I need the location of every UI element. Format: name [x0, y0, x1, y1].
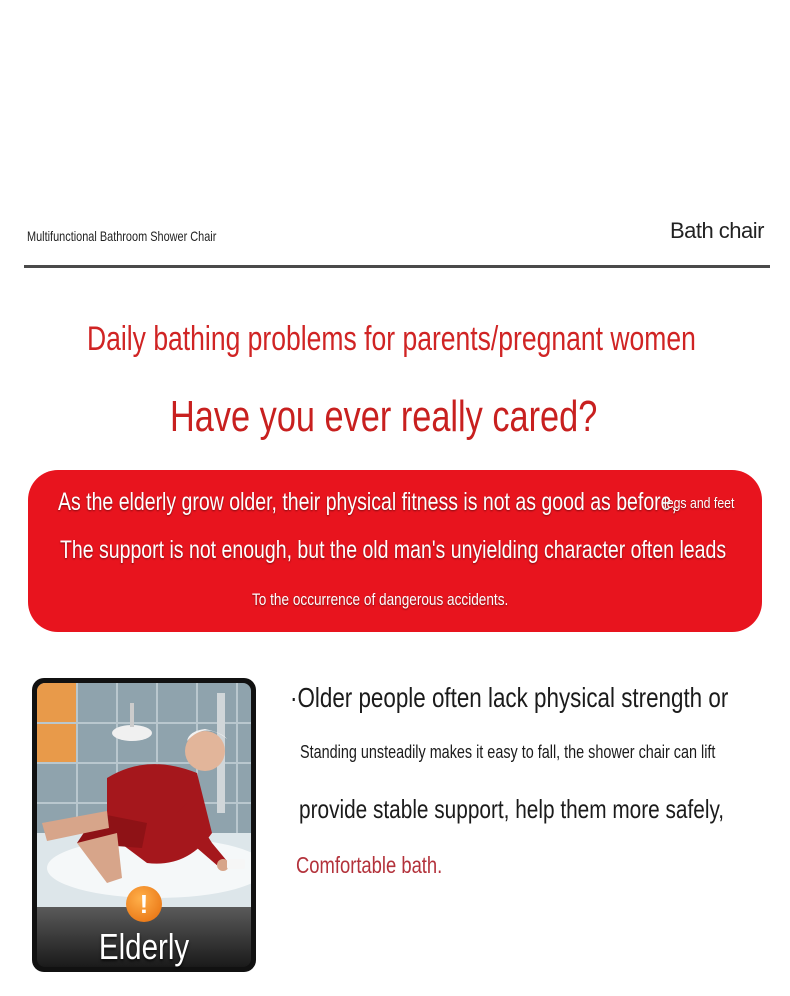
header-divider	[24, 265, 770, 268]
description-line-1: ·Older people often lack physical strength or	[290, 682, 729, 713]
headline-title: Have you ever really cared?	[170, 392, 598, 441]
banner-line-1-small: legs and feet	[664, 495, 735, 512]
product-name: Multifunctional Bathroom Shower Chair	[27, 228, 217, 244]
description-line-2: Standing unsteadily makes it easy to fall, the shower chair can lift	[300, 742, 716, 762]
page-header	[24, 206, 770, 268]
photo-caption-text: Elderly	[98, 926, 190, 967]
headline-subtitle: Daily bathing problems for parents/pregnant women	[87, 320, 696, 358]
description-line-4: Comfortable bath.	[296, 852, 443, 878]
banner-line-1: As the elderly grow older, their physical fitness is not as good as before,	[58, 488, 677, 516]
banner-line-3: To the occurrence of dangerous accidents.	[252, 590, 509, 609]
brand-title: Bath chair	[669, 218, 764, 243]
elderly-bathroom-photo	[37, 683, 251, 907]
alert-icon: !	[126, 886, 162, 922]
photo-caption	[32, 926, 256, 968]
description-line-3: provide stable support, help them more safely,	[299, 794, 725, 824]
elderly-photo-card	[32, 678, 256, 972]
banner-line-2: The support is not enough, but the old man's unyielding character often leads	[60, 536, 727, 564]
